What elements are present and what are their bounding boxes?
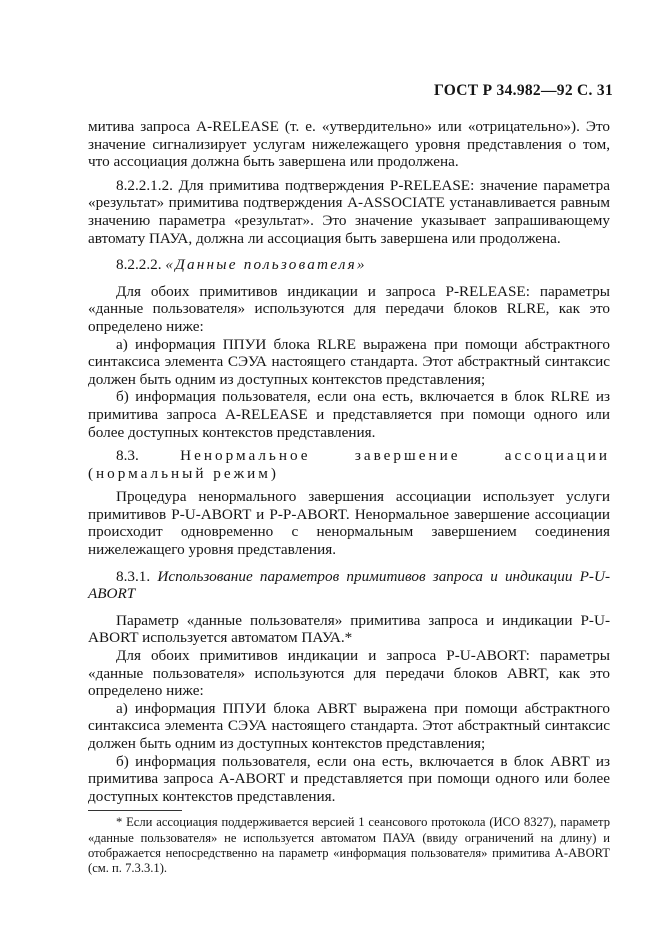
paragraph-u-abort-user-data: Параметр «данные пользователя» примитива запроса и индикации P-U-ABORT используется автоматом ПАУА.* (88, 611, 610, 647)
paragraph-abort-procedure: Процедура ненормального завершения ассоциации использует услуги примитивов P-U-ABORT и P-P-ABORT. Ненормальное завершение ассоциации происходит одновременно с ненормальным завершением соединения нижележащего уровня представления. (88, 488, 610, 559)
heading-8-2-2-2 (88, 256, 610, 274)
section-number: 8.3. (116, 447, 139, 465)
page-header: ГОСТ Р 34.982—92 С. 31 (433, 82, 613, 99)
document-body (88, 118, 610, 876)
list-item-a-rlre: а) информация ППУИ блока RLRE выражена при помощи абстрактного синтаксиса элемента СЭУА настоящего стандарта. Этот абстрактный синтаксис должен быть одним из доступных контекстов представления; (88, 335, 610, 388)
paragraph-release-user-data: Для обоих примитивов индикации и запроса P-RELEASE: параметры «данные пользователя» используются для передачи блоков RLRE, как это определено ниже: (88, 282, 610, 335)
list-item-a-abrt: а) информация ППУИ блока ABRT выражена при помощи абстрактного синтаксиса элемента СЭУА настоящего стандарта. Этот абстрактный синтаксис должен быть одним из доступных контекстов представления; (88, 699, 610, 752)
heading-8-3-1 (88, 568, 610, 603)
list-item-b-abrt: б) информация пользователя, если она есть, включается в блок ABRT из примитива запроса A-ABORT и представляется при помощи одного или более доступных контекстов представления. (88, 752, 610, 805)
section-number: 8.2.2.2. (116, 256, 162, 274)
footnote: * Если ассоциация поддерживается версией 1 сеансового протокола (ИСО 8327), параметр «данные пользователя» не используется автоматом ПАУА (ввиду ограничений на длину) и отображается непосредственно на параметр «информация пользователя» примитива A-ABORT (см. п. 7.3.3.1). (88, 815, 610, 875)
section-title: Использование параметров примитивов запроса и индикации P-U-ABORT (88, 567, 611, 603)
section-title: «Данные пользователя» (165, 256, 367, 274)
heading-8-3 (88, 447, 610, 482)
section-title: Ненормальное завершение ассоциации (нормальный режим) (88, 447, 610, 482)
paragraph-u-abort-primitives: Для обоих примитивов индикации и запроса P-U-ABORT: параметры «данные пользователя» используются для передачи блоков ABRT, как это определено ниже: (88, 647, 610, 700)
list-item-b-rlre: б) информация пользователя, если она есть, включается в блок RLRE из примитива запроса A-RELEASE и представляется при помощи одного или более доступных контекстов представления. (88, 388, 610, 441)
footnote-divider (88, 810, 182, 811)
paragraph-8-2-2-1-2: 8.2.2.1.2. Для примитива подтверждения P-RELEASE: значение параметра «результат» примитива подтверждения A-ASSOCIATE устанавливается равным значению параметра «результат». Это значение указывает запрашивающему автомату ПАУА, должна ли ассоциация быть завершена или продолжена. (88, 176, 610, 247)
paragraph-continuation: митива запроса A-RELEASE (т. е. «утвердительно» или «отрицательно»). Это значение сигнализирует услугам нижележащего уровня представления о том, что ассоциация должна быть завершена или продолжена. (88, 118, 610, 171)
section-number: 8.3.1. (116, 567, 151, 585)
